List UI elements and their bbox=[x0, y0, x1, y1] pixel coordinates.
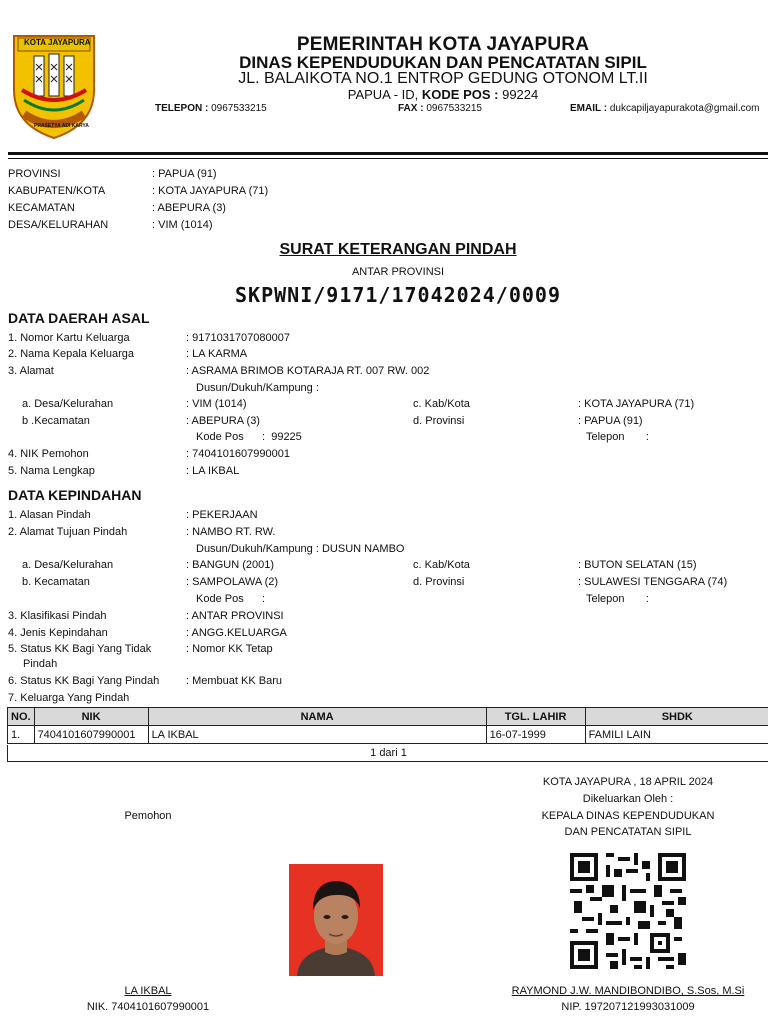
document-number: SKPWNI/9171/17042024/0009 bbox=[234, 283, 562, 307]
region-value-kabupaten: : KOTA JAYAPURA (71) bbox=[152, 185, 269, 197]
pindah-value-jenis: : ANGG.KELUARGA bbox=[186, 627, 287, 639]
place-date: KOTA JAYAPURA , 18 APRIL 2024 bbox=[542, 776, 714, 788]
office-line2: DAN PENCATATAN SIPIL bbox=[564, 826, 692, 838]
office-line1: KEPALA DINAS KEPENDUDUKAN bbox=[541, 810, 715, 822]
col-header-tgl-lahir: TGL. LAHIR bbox=[486, 708, 585, 726]
region-label-desa: DESA/KELURAHAN bbox=[8, 219, 109, 231]
cell-no: 1. bbox=[8, 726, 35, 744]
pindah-label-jenis: 4. Jenis Kepindahan bbox=[8, 627, 108, 639]
pemohon-name: LA IKBAL bbox=[124, 985, 172, 997]
pindah-label-provinsi: d. Provinsi bbox=[413, 576, 465, 588]
pindah-value-klasifikasi: : ANTAR PROVINSI bbox=[186, 610, 284, 622]
pindah-label-kabkota: c. Kab/Kota bbox=[413, 559, 470, 571]
table-pager: 1 dari 1 bbox=[7, 745, 768, 762]
section-heading-kepindahan: DATA KEPINDAHAN bbox=[8, 487, 142, 503]
pindah-label-klasifikasi: 3. Klasifikasi Pindah bbox=[8, 610, 107, 622]
pindah-value-alasan: : PEKERJAAN bbox=[186, 509, 258, 521]
region-value-desa: : VIM (1014) bbox=[152, 219, 213, 231]
qr-code bbox=[570, 853, 686, 969]
asal-dusun: Dusun/Dukuh/Kampung : bbox=[196, 382, 319, 394]
pindah-label-desa: a. Desa/Kelurahan bbox=[22, 559, 114, 571]
table-header-row bbox=[8, 708, 768, 726]
asal-label-provinsi: d. Provinsi bbox=[413, 415, 465, 427]
official-nip: NIP. 197207121993031009 bbox=[561, 1001, 695, 1013]
header-agency: DINAS KEPENDUDUKAN DAN PENCATATAN SIPIL bbox=[239, 53, 647, 72]
issued-by: Dikeluarkan Oleh : bbox=[582, 793, 674, 805]
asal-label-desa: a. Desa/Kelurahan bbox=[22, 398, 114, 410]
asal-value-kepala: : LA KARMA bbox=[186, 348, 248, 360]
pindah-value-status-pindah: : Membuat KK Baru bbox=[186, 675, 282, 687]
pindah-value-kecamatan: : SAMPOLAWA (2) bbox=[186, 576, 279, 588]
col-header-nama: NAMA bbox=[148, 708, 486, 726]
section-heading-asal: DATA DAERAH ASAL bbox=[8, 310, 150, 326]
asal-value-nik: : 7404101607990001 bbox=[186, 448, 290, 460]
applicant-photo bbox=[289, 864, 383, 976]
region-label-kecamatan: KECAMATAN bbox=[8, 202, 75, 214]
header-government: PEMERINTAH KOTA JAYAPURA bbox=[296, 34, 590, 55]
pindah-label-keluarga: 7. Keluarga Yang Pindah bbox=[8, 692, 130, 704]
emblem-motto: PRASETYA ADI KARYA bbox=[34, 123, 89, 129]
header-divider-thin bbox=[8, 158, 768, 159]
header-fax: FAX : 0967533215 bbox=[398, 103, 482, 114]
asal-kodepos: Kode Pos : 99225 bbox=[196, 431, 302, 443]
asal-telepon: Telepon : bbox=[586, 431, 649, 443]
emblem-text: KOTA JAYAPURA bbox=[24, 38, 91, 47]
asal-label-kecamatan: b .Kecamatan bbox=[22, 415, 90, 427]
pindah-value-kabkota: : BUTON SELATAN (15) bbox=[578, 559, 697, 571]
region-value-provinsi: : PAPUA (91) bbox=[152, 168, 217, 180]
cell-nama: LA IKBAL bbox=[148, 726, 486, 744]
asal-label-nik: 4. NIK Pemohon bbox=[8, 448, 89, 460]
region-label-kabupaten: KABUPATEN/KOTA bbox=[8, 185, 106, 197]
pindah-value-provinsi: : SULAWESI TENGGARA (74) bbox=[578, 576, 728, 588]
city-emblem bbox=[8, 30, 100, 140]
asal-label-nama: 5. Nama Lengkap bbox=[8, 465, 95, 477]
region-label-provinsi: PROVINSI bbox=[8, 168, 61, 180]
pindah-value-desa: : BANGUN (2001) bbox=[186, 559, 275, 571]
asal-value-desa: : VIM (1014) bbox=[186, 398, 247, 410]
header-telepon: TELEPON : 0967533215 bbox=[155, 103, 267, 114]
pindah-dusun: Dusun/Dukuh/Kampung : DUSUN NAMBO bbox=[196, 543, 405, 555]
asal-value-kabkota: : KOTA JAYAPURA (71) bbox=[578, 398, 695, 410]
document-subtitle: ANTAR PROVINSI bbox=[351, 266, 445, 278]
pindah-label-status-tidak-cont: Pindah bbox=[23, 658, 58, 670]
asal-label-kepala: 2. Nama Kepala Keluarga bbox=[8, 348, 134, 360]
pindah-kodepos: Kode Pos : bbox=[196, 593, 266, 605]
table-row bbox=[8, 726, 768, 744]
asal-value-kk: : 9171031707080007 bbox=[186, 332, 290, 344]
asal-value-alamat: : ASRAMA BRIMOB KOTARAJA RT. 007 RW. 002 bbox=[186, 365, 430, 377]
official-name: RAYMOND J.W. MANDIBONDIBO, S.Sos, M.Si bbox=[511, 985, 745, 997]
col-header-shdk: SHDK bbox=[585, 708, 768, 726]
cell-shdk: FAMILI LAIN bbox=[585, 726, 768, 744]
pindah-label-kecamatan: b. Kecamatan bbox=[22, 576, 90, 588]
asal-value-nama: : LA IKBAL bbox=[186, 465, 240, 477]
region-value-kecamatan: : ABEPURA (3) bbox=[152, 202, 226, 214]
asal-value-kecamatan: : ABEPURA (3) bbox=[186, 415, 260, 427]
pemohon-nik: NIK. 7404101607990001 bbox=[86, 1001, 210, 1013]
header-postcode: PAPUA - ID, KODE POS : 99224 bbox=[347, 87, 539, 102]
pindah-label-status-tidak: 5. Status KK Bagi Yang Tidak bbox=[8, 643, 152, 655]
cell-tgl-lahir: 16-07-1999 bbox=[486, 726, 585, 744]
pindah-label-status-pindah: 6. Status KK Bagi Yang Pindah bbox=[8, 675, 160, 687]
pindah-label-alamat: 2. Alamat Tujuan Pindah bbox=[8, 526, 128, 538]
header-address: JL. BALAIKOTA NO.1 ENTROP GEDUNG OTONOM LT.II bbox=[238, 70, 648, 87]
pindah-value-alamat: : NAMBO RT. RW. bbox=[186, 526, 276, 538]
pindah-telepon: Telepon : bbox=[586, 593, 649, 605]
document-title: SURAT KETERANGAN PINDAH bbox=[279, 241, 517, 258]
pindah-label-alasan: 1. Alasan Pindah bbox=[8, 509, 91, 521]
asal-label-alamat: 3. Alamat bbox=[8, 365, 54, 377]
col-header-no: NO. bbox=[8, 708, 35, 726]
asal-label-kabkota: c. Kab/Kota bbox=[413, 398, 470, 410]
family-table bbox=[7, 707, 768, 744]
header-divider-thick bbox=[8, 152, 768, 155]
asal-label-kk: 1. Nomor Kartu Keluarga bbox=[8, 332, 130, 344]
pemohon-label: Pemohon bbox=[124, 810, 172, 822]
col-header-nik: NIK bbox=[34, 708, 148, 726]
cell-nik: 7404101607990001 bbox=[34, 726, 148, 744]
pindah-value-status-tidak: : Nomor KK Tetap bbox=[186, 643, 273, 655]
header-email: EMAIL : dukcapiljayapurakota@gmail.com bbox=[570, 103, 760, 114]
asal-value-provinsi: : PAPUA (91) bbox=[578, 415, 643, 427]
